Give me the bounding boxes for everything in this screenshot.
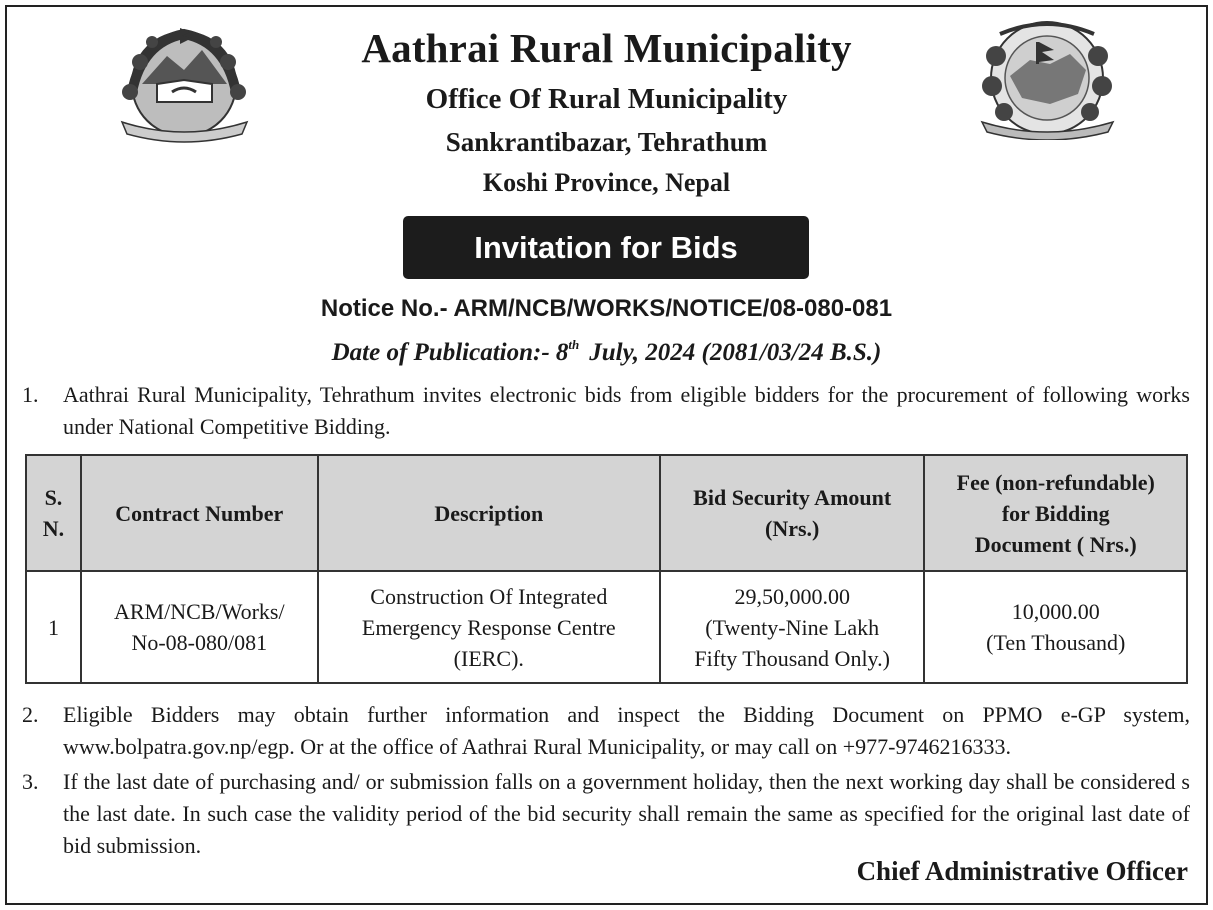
publication-date-suffix: July, 2024 (2081/03/24 B.S.) bbox=[589, 339, 882, 366]
cell-line: (Twenty-Nine Lakh bbox=[705, 614, 880, 640]
header-fee bbox=[924, 455, 1187, 571]
header-line: Bid Security Amount bbox=[693, 485, 892, 510]
paragraph-number: 3. bbox=[22, 769, 39, 794]
cell-contract-number bbox=[81, 571, 318, 683]
cell-line: ARM/NCB/Works/ bbox=[113, 599, 285, 624]
header-description bbox=[318, 455, 660, 571]
header-line: N. bbox=[42, 516, 65, 541]
office-name: Office Of Rural Municipality bbox=[425, 83, 788, 115]
header-contract-number bbox=[81, 455, 318, 571]
cell-line: 29,50,000.00 bbox=[734, 583, 850, 609]
header-line: (Nrs.) bbox=[765, 516, 820, 541]
cell-line: (IERC). bbox=[453, 645, 524, 671]
header-bid-security bbox=[660, 455, 925, 571]
invitation-banner: Invitation for Bids bbox=[403, 216, 809, 279]
cell-line: No-08-080/081 bbox=[131, 630, 268, 655]
publication-date-prefix: Date of Publication:- 8 bbox=[331, 339, 569, 366]
paragraph-text: If the last date of purchasing and/ or submission falls on a government holiday, then the next working day shall be considered s the last date. In such case the validity period of the bid security shall remain the same as specified for the original last date of bid submission. bbox=[63, 769, 1190, 858]
paragraph-number: 2. bbox=[22, 702, 39, 727]
signature-title: Chief Administrative Officer bbox=[856, 856, 1188, 886]
paragraph-2 bbox=[22, 699, 1190, 763]
notice-number: Notice No.- ARM/NCB/WORKS/NOTICE/08-080-081 bbox=[320, 295, 893, 322]
paragraph-3 bbox=[22, 766, 1190, 862]
cell-line: 1 bbox=[47, 614, 59, 640]
paragraph-text: Eligible Bidders may obtain further information and inspect the Bidding Document on PPMO e-GP system, www.bolpatra.gov.np/egp. Or at the office of Aathrai Rural Municipality, or may call on +977-9746216333. bbox=[63, 702, 1190, 759]
cell-line: Fifty Thousand Only.) bbox=[694, 645, 890, 671]
table-row bbox=[26, 571, 1187, 683]
header-line: Contract Number bbox=[115, 500, 284, 526]
bids-table bbox=[25, 454, 1188, 684]
address-line-1: Sankrantibazar, Tehrathum bbox=[445, 127, 768, 157]
publication-date-ordinal: th bbox=[568, 337, 580, 352]
publication-date bbox=[0, 337, 1213, 367]
cell-line: 10,000.00 bbox=[1011, 599, 1100, 624]
address-line-2: Koshi Province, Nepal bbox=[482, 168, 731, 197]
header-line: Document ( Nrs.) bbox=[974, 531, 1137, 557]
cell-line: (Ten Thousand) bbox=[986, 630, 1126, 655]
table-header-row bbox=[26, 455, 1187, 571]
header-sn bbox=[26, 455, 81, 571]
cell-sn bbox=[26, 571, 81, 683]
cell-line: Emergency Response Centre bbox=[361, 614, 616, 640]
cell-fee bbox=[924, 571, 1187, 683]
paragraph-number: 1. bbox=[22, 382, 39, 407]
header-line: Description bbox=[434, 500, 544, 526]
paragraph-1 bbox=[22, 379, 1190, 443]
header-line: for Bidding bbox=[1001, 500, 1110, 526]
header-line: Fee (non-refundable) bbox=[956, 469, 1155, 495]
paragraph-text: Aathrai Rural Municipality, Tehrathum invites electronic bids from eligible bidders for the procurement of following works under National Competitive Bidding. bbox=[63, 382, 1190, 439]
cell-bid-security bbox=[660, 571, 925, 683]
cell-line: Construction Of Integrated bbox=[370, 583, 608, 609]
municipality-name: Aathrai Rural Municipality bbox=[361, 25, 852, 71]
header-line: S. bbox=[44, 485, 63, 510]
cell-description bbox=[318, 571, 660, 683]
